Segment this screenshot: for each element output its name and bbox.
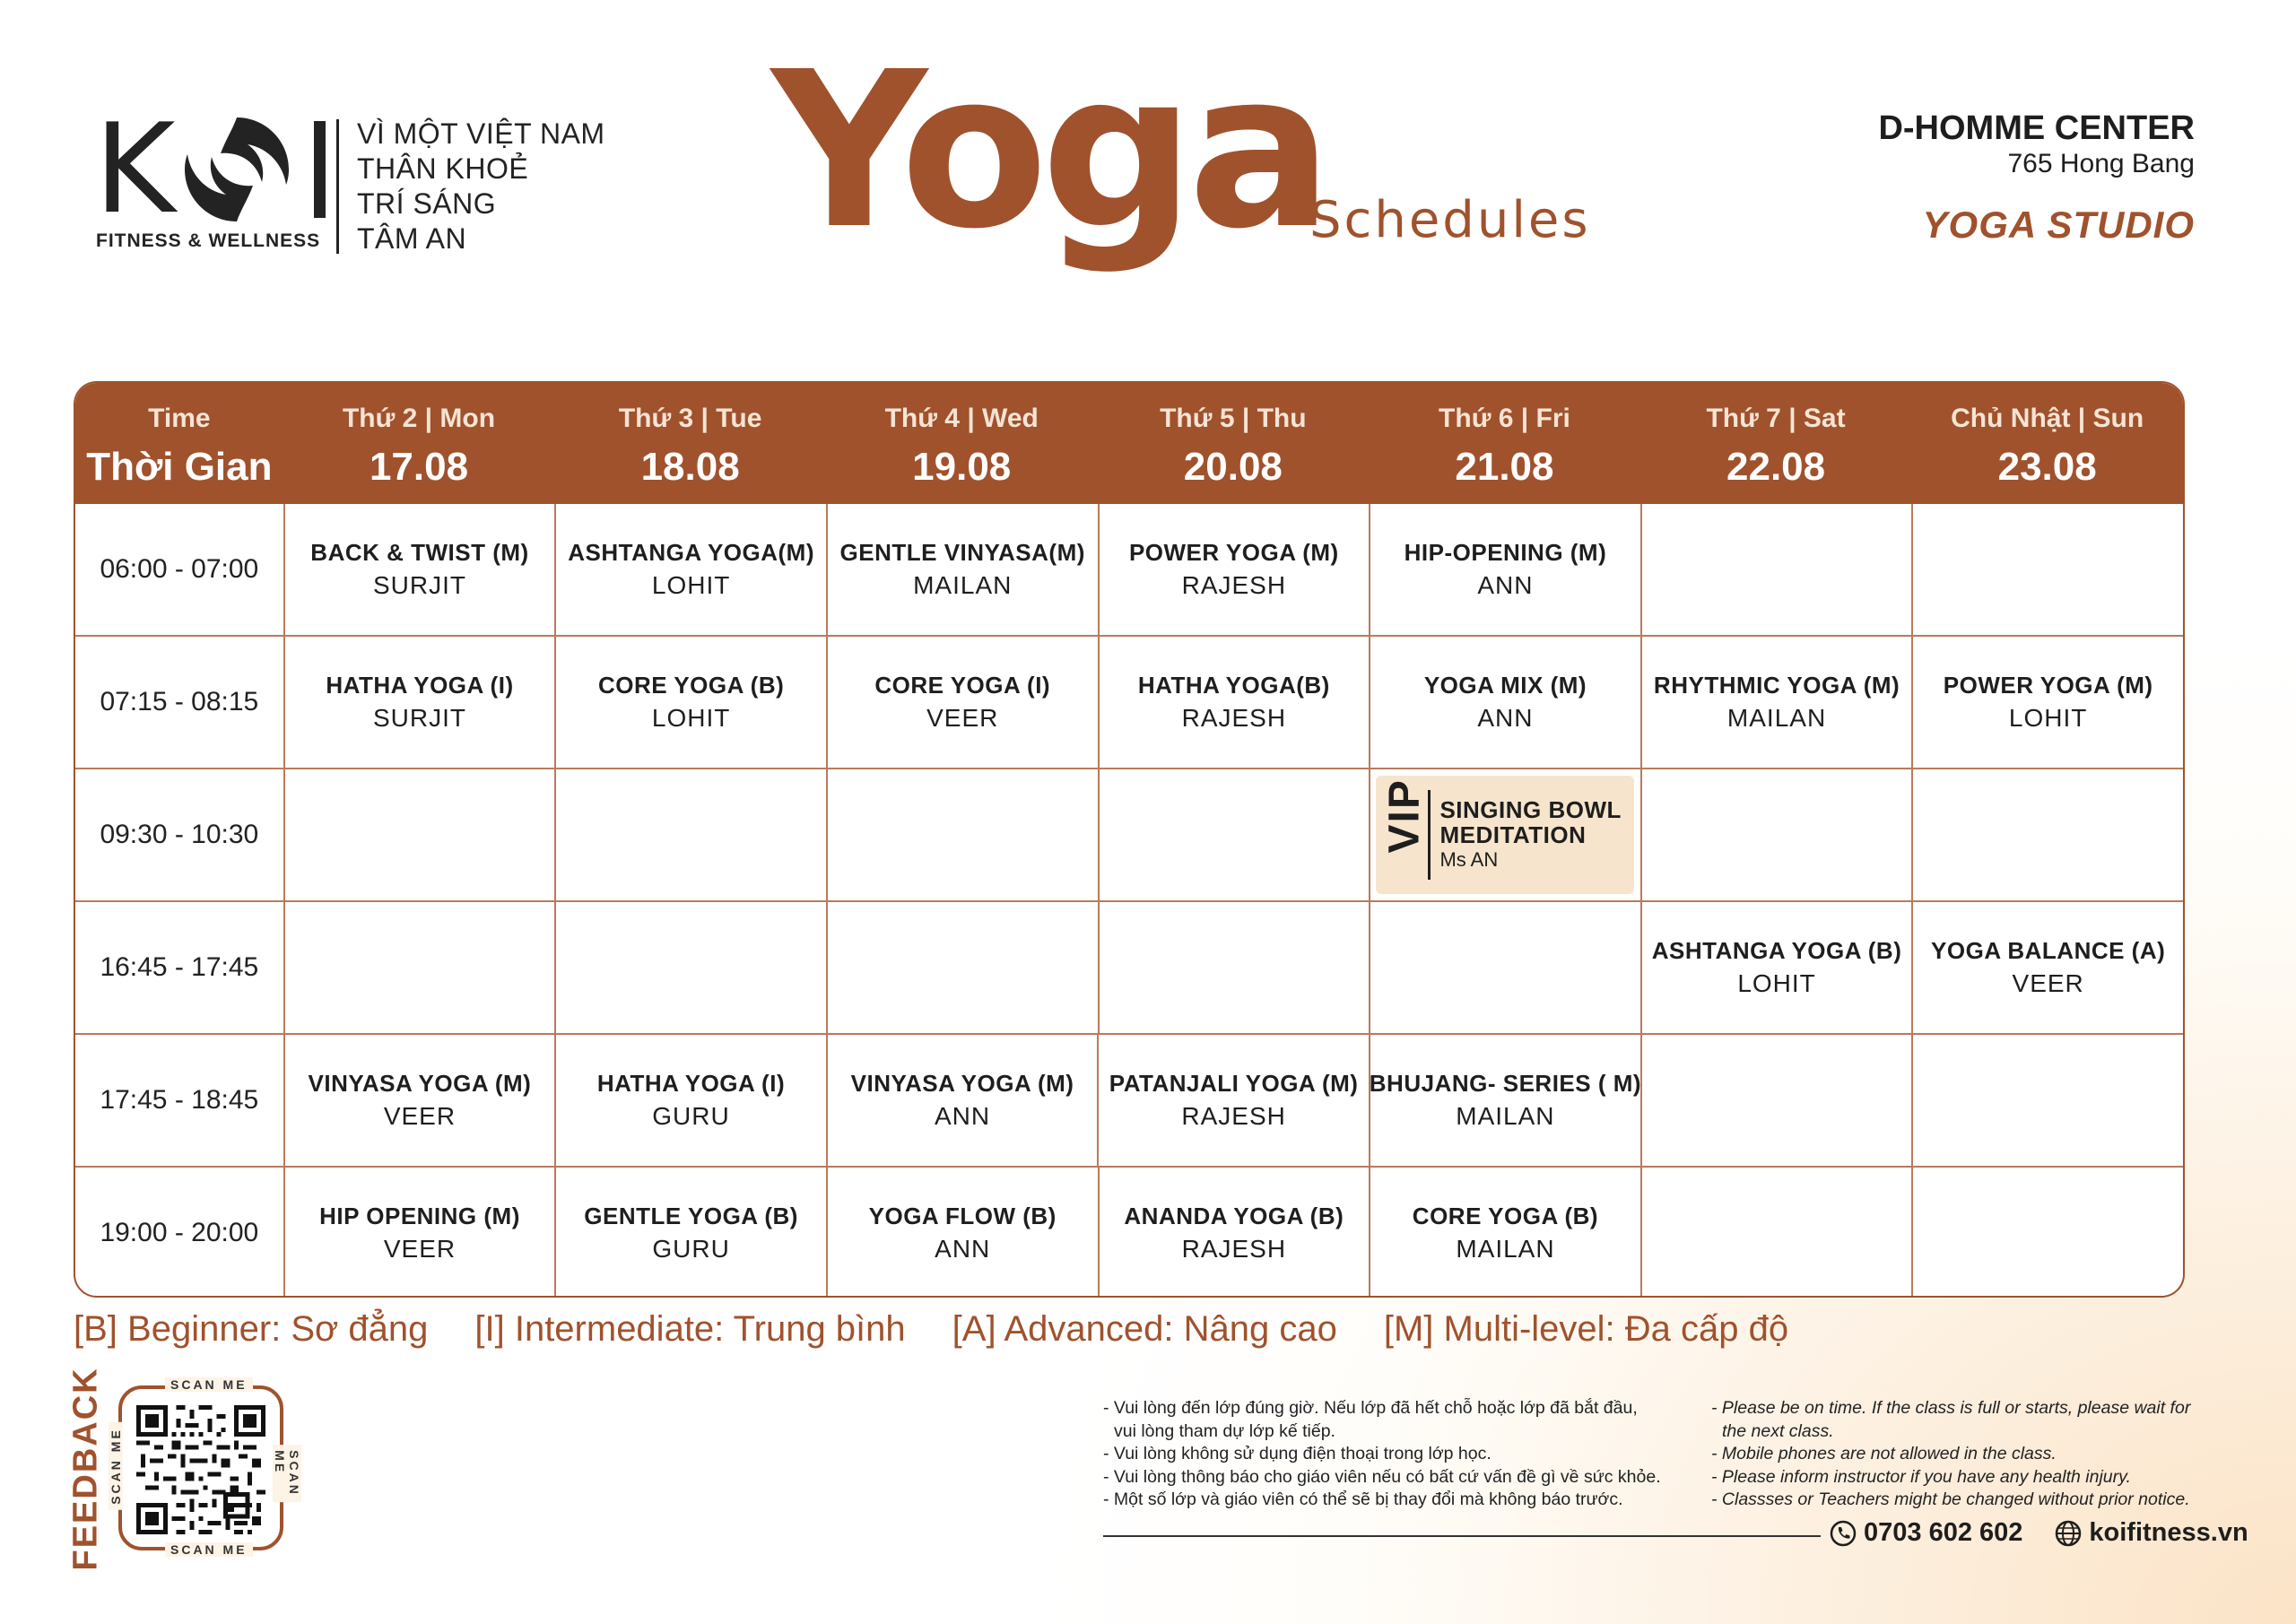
class-name: BACK & TWIST (M) <box>310 539 529 566</box>
class-cell <box>826 1035 1098 1166</box>
logo-letter-k: K <box>94 97 172 241</box>
instructor-name: SURJIT <box>373 571 466 599</box>
instructor-name: MAILAN <box>1456 1102 1555 1130</box>
note-line: - Một số lớp và giáo viên có thể sẽ bị thay đổi mà không báo trước. <box>1103 1489 1623 1509</box>
slogan-line: TRÍ SÁNG <box>357 187 497 220</box>
class-name: POWER YOGA (M) <box>1943 672 2153 699</box>
class-name: MEDITATION <box>1439 821 1587 848</box>
day-label: Thứ 6 | Fri <box>1439 404 1570 433</box>
day-date: 17.08 <box>369 445 469 489</box>
time-slot: 06:00 - 07:00 <box>100 554 259 584</box>
empty-cell <box>826 769 1098 900</box>
scan-me-label: SCAN ME <box>109 1422 123 1510</box>
day-column-header <box>1640 383 1912 504</box>
instructor-name: VEER <box>926 704 999 732</box>
legend-item: [M] Multi-level: Đa cấp độ <box>1383 1309 1789 1349</box>
instructor-name: VEER <box>2012 969 2084 997</box>
empty-cell <box>1911 504 2183 635</box>
empty-cell <box>1640 504 1912 635</box>
class-name: HATHA YOGA (I) <box>596 1070 786 1097</box>
note-line: - Vui lòng thông báo cho giáo viên nếu có bất cứ vấn đề gì về sức khỏe. <box>1103 1466 1661 1487</box>
class-cell <box>283 1035 555 1166</box>
center-name: D-HOMME CENTER <box>1878 109 2195 147</box>
instructor-name: MAILAN <box>1726 704 1827 732</box>
class-name: GENTLE YOGA (B) <box>584 1203 798 1229</box>
day-date: 20.08 <box>1183 445 1283 489</box>
time-slot: 16:45 - 17:45 <box>100 952 259 982</box>
time-slot: 09:30 - 10:30 <box>100 820 259 849</box>
time-slot: 19:00 - 20:00 <box>100 1218 259 1247</box>
instructor-name: LOHIT <box>651 704 731 732</box>
notes-divider <box>1103 1535 1821 1537</box>
note-line: - Vui lòng không sử dụng điện thoại trong lớp học. <box>1103 1444 1492 1463</box>
vip-class-card[interactable] <box>1376 776 1634 894</box>
notes-english <box>1711 1397 2213 1512</box>
day-column-header <box>554 383 826 504</box>
class-name: VINYASA YOGA (M) <box>850 1070 1074 1097</box>
day-date: 19.08 <box>912 445 1012 489</box>
class-cell <box>554 637 826 768</box>
instructor-name: ANN <box>935 1102 991 1130</box>
note-line: - Classses or Teachers might be changed without prior notice. <box>1711 1489 2190 1509</box>
day-date: 21.08 <box>1455 445 1554 489</box>
day-column-header <box>1098 383 1370 504</box>
time-column-header <box>75 383 283 504</box>
time-slot-cell <box>75 1035 283 1166</box>
time-slot: 07:15 - 08:15 <box>100 687 259 716</box>
class-name: ANANDA YOGA (B) <box>1124 1203 1344 1229</box>
class-name: SINGING BOWL <box>1439 796 1622 823</box>
class-name: HATHA YOGA (I) <box>326 672 514 699</box>
instructor-name: LOHIT <box>651 571 731 599</box>
instructor-name: LOHIT <box>2008 704 2088 732</box>
class-cell <box>283 1168 555 1298</box>
instructor-name: RAJESH <box>1181 571 1287 599</box>
day-label: Thứ 5 | Thu <box>1160 404 1307 433</box>
class-name: RHYTHMIC YOGA (M) <box>1653 672 1900 699</box>
instructor-name: RAJESH <box>1181 704 1287 732</box>
note-line: the next class. <box>1722 1420 1834 1441</box>
time-slot-cell <box>75 504 283 635</box>
empty-cell <box>283 902 555 1033</box>
instructor-name: VEER <box>383 1235 457 1263</box>
day-column-header <box>283 383 555 504</box>
qr-code-icon[interactable] <box>136 1405 265 1534</box>
day-column-header <box>1369 383 1640 504</box>
class-name: BHUJANG- SERIES ( M) <box>1369 1070 1642 1097</box>
empty-cell <box>1098 902 1370 1033</box>
table-row <box>75 635 2183 768</box>
class-name: HATHA YOGA(B) <box>1137 672 1330 699</box>
empty-cell <box>1369 902 1640 1033</box>
empty-cell <box>1911 1035 2183 1166</box>
class-name: YOGA MIX (M) <box>1423 672 1587 699</box>
table-header <box>75 383 2183 504</box>
day-label: Thứ 2 | Mon <box>342 404 496 433</box>
class-cell <box>1098 504 1370 635</box>
class-cell <box>554 1035 826 1166</box>
class-cell <box>1369 1168 1640 1298</box>
instructor-name: ANN <box>1477 704 1534 732</box>
time-slot-cell <box>75 769 283 900</box>
day-label: Chủ Nhật | Sun <box>1951 404 2144 433</box>
page-subtitle: Schedules <box>1309 191 1591 249</box>
logo-divider <box>336 119 339 254</box>
class-name: YOGA BALANCE (A) <box>1931 937 2166 964</box>
class-cell <box>1369 769 1640 900</box>
brand-slogan <box>357 117 605 256</box>
instructor-name: MAILAN <box>1456 1235 1555 1263</box>
day-date: 22.08 <box>1726 445 1826 489</box>
empty-cell <box>554 902 826 1033</box>
slogan-line: VÌ MỘT VIỆT NAM <box>357 117 605 150</box>
legend-item: [I] Intermediate: Trung bình <box>474 1309 906 1349</box>
class-cell <box>1369 504 1640 635</box>
class-name: ASHTANGA YOGA (B) <box>1651 937 1902 964</box>
slogan-line: THÂN KHOẺ <box>357 152 529 185</box>
table-row <box>75 768 2183 900</box>
note-line: - Please be on time. If the class is full or starts, please wait for <box>1711 1398 2191 1418</box>
class-cell <box>1911 637 2183 768</box>
note-line: vui lòng tham dự lớp kế tiếp. <box>1114 1420 1335 1441</box>
day-label: Thứ 3 | Tue <box>618 404 762 433</box>
class-cell <box>826 1168 1098 1298</box>
empty-cell <box>554 769 826 900</box>
class-name: CORE YOGA (I) <box>874 672 1051 699</box>
vip-badge: VIP <box>1380 777 1429 853</box>
class-name: PATANJALI YOGA (M) <box>1109 1070 1359 1097</box>
scan-me-label: SCAN ME <box>165 1377 253 1392</box>
notes-vietnamese <box>1103 1397 1677 1512</box>
brand-logo <box>94 97 614 265</box>
scan-me-label: SCAN ME <box>165 1542 253 1557</box>
instructor-name: ANN <box>935 1235 991 1263</box>
class-name: GENTLE VINYASA(M) <box>839 539 1085 566</box>
time-header-label: Time <box>148 404 211 433</box>
time-slot-cell <box>75 1168 283 1298</box>
table-body <box>75 504 2183 1298</box>
class-cell <box>1640 637 1912 768</box>
day-date: 18.08 <box>640 445 740 489</box>
instructor-name: GURU <box>652 1102 730 1130</box>
instructor-name: SURJIT <box>373 704 466 732</box>
vip-class-info <box>1439 797 1621 873</box>
class-name: POWER YOGA (M) <box>1128 539 1339 566</box>
center-address: 765 Hong Bang <box>2007 149 2195 178</box>
class-cell <box>1369 637 1640 768</box>
feedback-section <box>50 1367 310 1571</box>
empty-cell <box>826 902 1098 1033</box>
class-name: ASHTANGA YOGA(M) <box>568 539 814 566</box>
class-cell <box>1640 902 1912 1033</box>
note-line: - Mobile phones are not allowed in the class. <box>1711 1444 2057 1463</box>
instructor-name: GURU <box>652 1235 730 1263</box>
class-name: HIP OPENING (M) <box>319 1203 520 1229</box>
logo-letter-i <box>314 121 326 218</box>
page-title: Yoga <box>771 25 1326 276</box>
legend-item: [B] Beginner: Sơ đẳng <box>74 1309 429 1349</box>
instructor-name: ANN <box>1477 571 1534 599</box>
class-cell <box>554 504 826 635</box>
note-line: - Vui lòng đến lớp đúng giờ. Nếu lớp đã hết chỗ hoặc lớp đã bắt đầu, <box>1103 1398 1638 1418</box>
instructor-name: RAJESH <box>1181 1102 1286 1130</box>
day-label: Thứ 7 | Sat <box>1706 404 1846 433</box>
class-cell <box>283 504 555 635</box>
table-row <box>75 1033 2183 1166</box>
instructor-name: RAJESH <box>1181 1235 1287 1263</box>
day-column-header <box>1911 383 2183 504</box>
class-cell <box>1098 637 1370 768</box>
empty-cell <box>1911 769 2183 900</box>
class-cell <box>1911 902 2183 1033</box>
contact-website[interactable]: koifitness.vn <box>2089 1518 2248 1547</box>
class-cell <box>826 504 1098 635</box>
instructor-name: LOHIT <box>1737 969 1816 997</box>
schedule-table <box>74 381 2185 1298</box>
time-header-title: Thời Gian <box>86 445 273 489</box>
globe-icon <box>2055 1520 2082 1547</box>
table-row <box>75 1166 2183 1298</box>
class-cell <box>1097 1035 1369 1166</box>
level-legend <box>74 1309 1835 1350</box>
class-name: VINYASA YOGA (M) <box>308 1070 532 1097</box>
time-slot-cell <box>75 637 283 768</box>
class-cell <box>826 637 1098 768</box>
slogan-line: TÂM AN <box>357 222 467 255</box>
feedback-label: FEEDBACK <box>66 1367 105 1571</box>
time-slot: 17:45 - 18:45 <box>100 1085 259 1115</box>
day-date: 23.08 <box>1997 445 2097 489</box>
contact-phone[interactable]: 0703 602 602 <box>1864 1518 2023 1547</box>
note-line: - Please inform instructor if you have any health injury. <box>1711 1466 2131 1487</box>
time-slot-cell <box>75 902 283 1033</box>
empty-cell <box>1911 1168 2183 1298</box>
class-name: HIP-OPENING (M) <box>1404 539 1607 566</box>
legend-item: [A] Advanced: Nâng cao <box>952 1309 1337 1349</box>
koi-fish-icon <box>179 112 294 227</box>
empty-cell <box>1640 1168 1912 1298</box>
class-name: CORE YOGA (B) <box>597 672 785 699</box>
day-label: Thứ 4 | Wed <box>884 404 1039 433</box>
instructor-name: MAILAN <box>913 571 1013 599</box>
day-column-header <box>826 383 1098 504</box>
empty-cell <box>1640 1035 1912 1166</box>
phone-icon <box>1830 1520 1857 1547</box>
class-name: YOGA FLOW (B) <box>868 1203 1057 1229</box>
class-name: CORE YOGA (B) <box>1412 1203 1599 1229</box>
instructor-name: Ms AN <box>1439 848 1499 871</box>
table-row <box>75 900 2183 1033</box>
contact-bar <box>1830 1518 2248 1548</box>
class-cell <box>1369 1035 1640 1166</box>
class-cell <box>1098 1168 1370 1298</box>
empty-cell <box>1098 769 1370 900</box>
scan-me-label: SCAN ME <box>273 1445 301 1502</box>
instructor-name: VEER <box>383 1102 457 1130</box>
class-cell <box>554 1168 826 1298</box>
class-cell <box>283 637 555 768</box>
table-row <box>75 504 2183 635</box>
empty-cell <box>283 769 555 900</box>
empty-cell <box>1640 769 1912 900</box>
studio-name: YOGA STUDIO <box>1922 204 2195 246</box>
brand-subtitle: FITNESS & WELLNESS <box>96 230 321 251</box>
